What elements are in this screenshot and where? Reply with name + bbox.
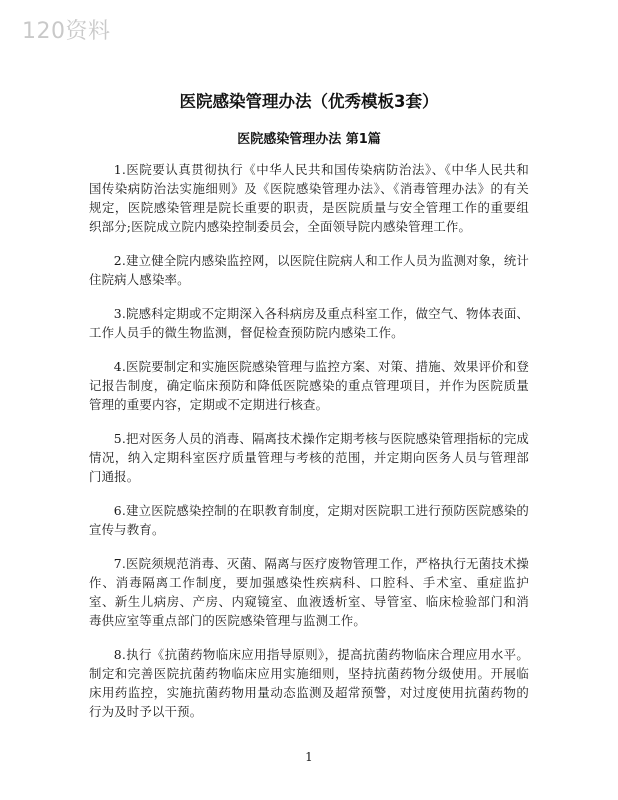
paragraph-5: 5.把对医务人员的消毒、隔离技术操作定期考核与医院感染管理指标的完成情况，纳入定期科室医疗质量管理与考核的范围，并定期向医务人员与管理部门通报。 bbox=[89, 431, 529, 484]
paragraph-3: 3.院感科定期或不定期深入各科病房及重点科室工作，做空气、物体表面、工作人员手的微生物监测，督促检查预防院内感染工作。 bbox=[89, 306, 529, 340]
paragraph-6: 6.建立医院感染控制的在职教育制度，定期对医院职工进行预防医院感染的宣传与教育。 bbox=[89, 503, 529, 537]
paragraph-1: 1.医院要认真贯彻执行《中华人民共和国传染病防治法》、《中华人民共和国传染病防治法实施细则》及《医院感染管理办法》、《消毒管理办法》的有关规定，医院感染管理是院长重要的职责，是医院质量与安全管理工作的重要组织部分;医院成立院内感染控制委员会，全面领导院内感染管理工作。 bbox=[89, 162, 529, 234]
section-title: 医院感染管理办法 第1篇 bbox=[237, 132, 381, 147]
paragraph-7: 7.医院须规范消毒、灭菌、隔离与医疗废物管理工作，严格执行无菌技术操作、消毒隔离工作制度，要加强感染性疾病科、口腔科、手术室、重症监护室、新生儿病房、产房、内窥镜室、血液透析室、导管室、临床检验部门和消毒供应室等重点部门的医院感染管理与监测工作。 bbox=[89, 556, 529, 628]
page-number: 1 bbox=[305, 750, 313, 764]
document-title: 医院感染管理办法（优秀模板3套） bbox=[179, 92, 439, 111]
paragraph-4: 4.医院要制定和实施医院感染管理与监控方案、对策、措施、效果评价和登记报告制度，确定临床预防和降低医院感染的重点管理项目，并作为医院质量管理的重要内容，定期或不定期进行核查。 bbox=[89, 359, 529, 412]
document-body bbox=[89, 160, 529, 736]
paragraph-2: 2.建立健全院内感染监控网，以医院住院病人和工作人员为监测对象，统计住院病人感染率。 bbox=[89, 253, 529, 287]
paragraph-8: 8.执行《抗菌药物临床应用指导原则》，提高抗菌药物临床合理应用水平。制定和完善医院抗菌药物临床应用实施细则，坚持抗菌药物分级使用。开展临床用药监控，实施抗菌药物用量动态监测及超常预警，对过度使用抗菌药物的行为及时予以干预。 bbox=[89, 647, 529, 719]
watermark-logo: 120资料 bbox=[22, 19, 111, 44]
